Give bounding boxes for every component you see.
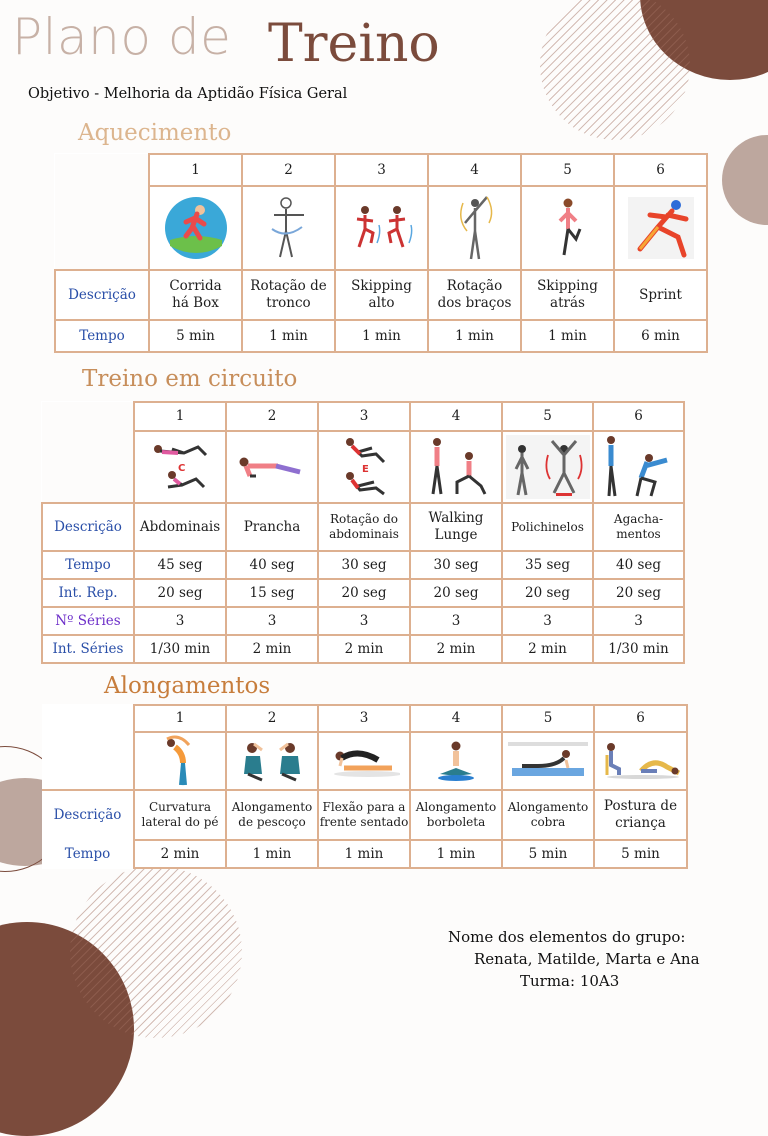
table-cell: 1/30 min [134, 635, 226, 663]
exercise-image [318, 732, 410, 790]
exercise-description: Corrida há Box [149, 270, 242, 320]
exercise-time: 1 min [521, 320, 614, 352]
exercise-image [242, 186, 335, 270]
row-label: Descrição [55, 270, 149, 320]
exercise-number: 5 [502, 402, 593, 431]
exercise-time: 1 min [335, 320, 428, 352]
butt-kicks-icon [550, 195, 586, 261]
empty-cell [55, 154, 149, 186]
table-row [42, 503, 684, 551]
table-cell: 40 seg [226, 551, 318, 579]
seated-forward-bend-icon [328, 744, 400, 778]
exercise-number: 3 [318, 705, 410, 732]
exercise-time: 1 min [226, 840, 318, 868]
empty-cell [42, 705, 134, 732]
exercise-number: 5 [521, 154, 614, 186]
table-cell: 30 seg [318, 551, 410, 579]
group-names: Renata, Matilde, Marta e Ana [474, 950, 700, 968]
svg-text:C: C [178, 463, 186, 474]
group-label: Nome dos elementos do grupo: [448, 928, 686, 946]
exercise-image [226, 431, 318, 503]
table-row [42, 705, 687, 732]
exercise-description: Skipping atrás [521, 270, 614, 320]
exercise-number: 1 [149, 154, 242, 186]
table-row [42, 402, 684, 431]
exercise-description: Rotação dos braços [428, 270, 521, 320]
table-row [55, 154, 707, 186]
table-row [42, 635, 684, 663]
exercise-description: Alongamento cobra [502, 790, 594, 840]
table-row [42, 840, 687, 868]
table-cell: 40 seg [593, 551, 684, 579]
exercise-description: Sprint [614, 270, 707, 320]
arm-rotation-icon [453, 193, 497, 263]
child-pose-icon [601, 741, 681, 781]
decorative-striped-circle [540, 0, 690, 140]
table-row [42, 551, 684, 579]
table-cell: 20 seg [134, 579, 226, 607]
walking-lunge-icon [423, 436, 489, 498]
exercise-image [134, 732, 226, 790]
exercise-time: 5 min [502, 840, 594, 868]
exercise-time: 2 min [134, 840, 226, 868]
exercise-image [149, 186, 242, 270]
table-cell: 3 [318, 607, 410, 635]
table-cell: 2 min [502, 635, 593, 663]
exercise-time: 1 min [242, 320, 335, 352]
decorative-circle [722, 135, 768, 225]
exercise-number: 5 [502, 705, 594, 732]
table-cell: 20 seg [410, 579, 502, 607]
running-icon [164, 196, 228, 260]
table-cell: 3 [134, 607, 226, 635]
section-title-stretching: Alongamentos [104, 673, 271, 699]
exercise-number: 2 [226, 402, 318, 431]
exercise-number: 2 [226, 705, 318, 732]
exercise-description: Flexão para a frente sentado [318, 790, 410, 840]
exercise-number: 4 [428, 154, 521, 186]
exercise-number: 3 [335, 154, 428, 186]
table-cell: 3 [502, 607, 593, 635]
exercise-description: Walking Lunge [410, 503, 502, 551]
exercise-description: Postura de criança [594, 790, 687, 840]
exercise-time: 1 min [428, 320, 521, 352]
row-label: Tempo [55, 320, 149, 352]
russian-twist-icon [336, 436, 392, 498]
trunk-rotation-icon [264, 195, 314, 261]
row-label: Int. Rep. [42, 579, 134, 607]
exercise-image [594, 732, 687, 790]
table-row [42, 732, 687, 790]
row-label: Tempo [42, 551, 134, 579]
exercise-description: Alongamento borboleta [410, 790, 502, 840]
exercise-image [502, 732, 594, 790]
table-cell: 2 min [318, 635, 410, 663]
table-cell: 3 [410, 607, 502, 635]
exercise-number: 4 [410, 402, 502, 431]
exercise-number: 6 [593, 402, 684, 431]
warmup-table [54, 153, 708, 353]
section-title-warmup: Aquecimento [78, 120, 232, 146]
decorative-striped-circle [70, 866, 242, 1038]
table-cell: 3 [593, 607, 684, 635]
exercise-description: Prancha [226, 503, 318, 551]
empty-cell [42, 402, 134, 431]
exercise-image [226, 732, 318, 790]
exercise-image [521, 186, 614, 270]
exercise-time: 1 min [410, 840, 502, 868]
table-row [42, 579, 684, 607]
exercise-time: 5 min [149, 320, 242, 352]
side-bend-icon [163, 735, 197, 787]
crunches-icon [148, 439, 212, 495]
exercise-number: 6 [614, 154, 707, 186]
exercise-number: 1 [134, 402, 226, 431]
exercise-number: 6 [594, 705, 687, 732]
table-row [42, 607, 684, 635]
exercise-time: 6 min [614, 320, 707, 352]
table-row [42, 790, 687, 840]
title-treino: Treino [268, 14, 440, 74]
empty-cell [55, 186, 149, 270]
group-info [448, 926, 700, 992]
row-label: Nº Séries [42, 607, 134, 635]
table-cell: 3 [226, 607, 318, 635]
exercise-time: 5 min [594, 840, 687, 868]
table-cell: 1/30 min [593, 635, 684, 663]
exercise-description: Abdominais [134, 503, 226, 551]
table-cell: 30 seg [410, 551, 502, 579]
exercise-number: 2 [242, 154, 335, 186]
exercise-number: 3 [318, 402, 410, 431]
squat-icon [601, 434, 677, 500]
neck-stretch-icon [240, 740, 304, 782]
exercise-image [614, 186, 707, 270]
table-row [55, 320, 707, 352]
exercise-description: Agacha- mentos [593, 503, 684, 551]
table-cell: 20 seg [593, 579, 684, 607]
table-row [42, 431, 684, 503]
plank-icon [236, 450, 308, 484]
row-label: Int. Séries [42, 635, 134, 663]
exercise-image [335, 186, 428, 270]
exercise-number: 1 [134, 705, 226, 732]
jumping-jacks-icon [506, 435, 590, 499]
row-label: Descrição [53, 807, 122, 824]
row-label: Tempo [64, 845, 111, 862]
table-cell: 20 seg [502, 579, 593, 607]
title-plano-de: Plano de [12, 8, 232, 66]
exercise-number: 4 [410, 705, 502, 732]
exercise-image [593, 431, 684, 503]
stretching-table [42, 704, 688, 869]
sprint-icon [628, 197, 694, 259]
svg-text:E: E [362, 464, 369, 475]
table-row [55, 186, 707, 270]
table-cell: 15 seg [226, 579, 318, 607]
exercise-description: Rotação do abdominais [318, 503, 410, 551]
section-title-circuit: Treino em circuito [82, 366, 298, 392]
exercise-image [318, 431, 410, 503]
class-name: Turma: 10A3 [520, 972, 620, 990]
table-cell: 35 seg [502, 551, 593, 579]
exercise-description: Alongamento de pescoço [226, 790, 318, 840]
empty-cell [42, 732, 134, 790]
exercise-description: Skipping alto [335, 270, 428, 320]
exercise-image [134, 431, 226, 503]
table-cell: 20 seg [318, 579, 410, 607]
exercise-image [410, 431, 502, 503]
table-cell: 2 min [226, 635, 318, 663]
row-label: Descrição [42, 503, 134, 551]
exercise-image [410, 732, 502, 790]
exercise-image [502, 431, 593, 503]
objective: Objetivo - Melhoria da Aptidão Física Geral [28, 86, 348, 102]
exercise-description: Polichinelos [502, 503, 593, 551]
exercise-description: Curvatura lateral do pé [134, 790, 226, 840]
exercise-time: 1 min [318, 840, 410, 868]
exercise-description: Rotação de tronco [242, 270, 335, 320]
table-cell: 2 min [410, 635, 502, 663]
cobra-stretch-icon [508, 742, 588, 780]
butterfly-stretch-icon [436, 740, 476, 782]
table-row [55, 270, 707, 320]
exercise-image [428, 186, 521, 270]
circuit-table [41, 401, 685, 664]
table-cell: 45 seg [134, 551, 226, 579]
high-knees-icon [349, 203, 415, 253]
empty-cell [42, 431, 134, 503]
